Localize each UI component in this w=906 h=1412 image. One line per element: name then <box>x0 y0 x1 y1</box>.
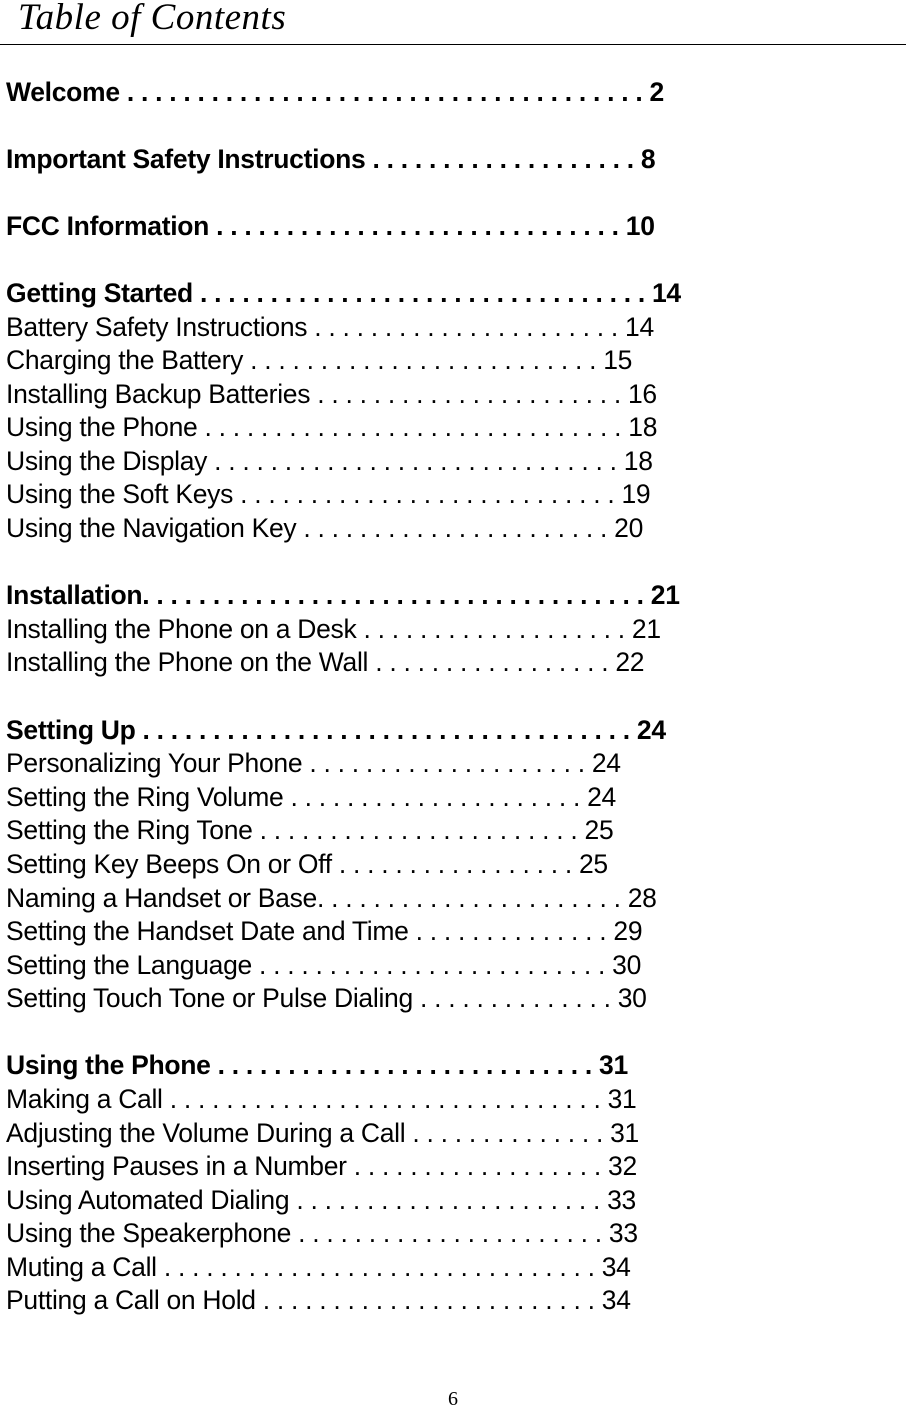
toc-entry-muting-a-call[interactable]: Muting a Call . . . . . . . . . . . . . . . . . . . . . . . . . . . . . . . 34 <box>6 1252 631 1282</box>
toc-entry-using-speakerphone[interactable]: Using the Speakerphone . . . . . . . . . . . . . . . . . . . . . . 33 <box>6 1218 638 1248</box>
toc-entry-making-a-call[interactable]: Making a Call . . . . . . . . . . . . . . . . . . . . . . . . . . . . . . . 31 <box>6 1084 637 1114</box>
toc-entry-fcc-information[interactable]: FCC Information . . . . . . . . . . . . . . . . . . . . . . . . . . . . . 10 <box>6 211 655 241</box>
toc-entry-inserting-pauses[interactable]: Inserting Pauses in a Number . . . . . . . . . . . . . . . . . . 32 <box>6 1151 637 1181</box>
toc-entry-setting-ring-tone[interactable]: Setting the Ring Tone . . . . . . . . . . . . . . . . . . . . . . . 25 <box>6 815 614 845</box>
toc-entry-setting-language[interactable]: Setting the Language . . . . . . . . . . . . . . . . . . . . . . . . . 30 <box>6 950 642 980</box>
toc-entry-important-safety-instructions[interactable]: Important Safety Instructions . . . . . . . . . . . . . . . . . . . 8 <box>6 144 656 174</box>
toc-entry-installing-backup-batteries[interactable]: Installing Backup Batteries . . . . . . . . . . . . . . . . . . . . . . 16 <box>6 379 657 409</box>
toc-entry-putting-call-on-hold[interactable]: Putting a Call on Hold . . . . . . . . . . . . . . . . . . . . . . . . 34 <box>6 1285 631 1315</box>
toc-entry-setting-up[interactable]: Setting Up . . . . . . . . . . . . . . . . . . . . . . . . . . . . . . . . . . . 24 <box>6 715 666 745</box>
toc-entry-setting-key-beeps[interactable]: Setting Key Beeps On or Off . . . . . . . . . . . . . . . . . 25 <box>6 849 608 879</box>
toc-entry-using-the-phone[interactable]: Using the Phone . . . . . . . . . . . . . . . . . . . . . . . . . . . 31 <box>6 1050 628 1080</box>
toc-entry-setting-touch-tone-pulse[interactable]: Setting Touch Tone or Pulse Dialing . . . . . . . . . . . . . . 30 <box>6 983 647 1013</box>
toc-entry-getting-started[interactable]: Getting Started . . . . . . . . . . . . . . . . . . . . . . . . . . . . . . . . 14 <box>6 278 681 308</box>
toc-entry-setting-ring-volume[interactable]: Setting the Ring Volume . . . . . . . . . . . . . . . . . . . . . 24 <box>6 782 616 812</box>
toc-entry-setting-handset-date-time[interactable]: Setting the Handset Date and Time . . . . . . . . . . . . . . 29 <box>6 916 643 946</box>
page-number: 6 <box>448 1388 458 1410</box>
toc-entry-installing-phone-on-desk[interactable]: Installing the Phone on a Desk . . . . . . . . . . . . . . . . . . . 21 <box>6 614 661 644</box>
toc-entry-using-the-soft-keys[interactable]: Using the Soft Keys . . . . . . . . . . . . . . . . . . . . . . . . . . . 19 <box>6 479 651 509</box>
toc-entry-using-automated-dialing[interactable]: Using Automated Dialing . . . . . . . . . . . . . . . . . . . . . . 33 <box>6 1185 636 1215</box>
page-header <box>0 0 906 45</box>
toc-entry-charging-the-battery[interactable]: Charging the Battery . . . . . . . . . . . . . . . . . . . . . . . . . 15 <box>6 345 633 375</box>
toc-entry-adjusting-volume[interactable]: Adjusting the Volume During a Call . . . . . . . . . . . . . . 31 <box>6 1118 639 1148</box>
toc-entry-using-the-display[interactable]: Using the Display . . . . . . . . . . . . . . . . . . . . . . . . . . . . . 18 <box>6 446 653 476</box>
toc-entry-welcome[interactable]: Welcome . . . . . . . . . . . . . . . . . . . . . . . . . . . . . . . . . . . . . 2 <box>6 77 664 107</box>
toc-entry-naming-handset-or-base[interactable]: Naming a Handset or Base. . . . . . . . . . . . . . . . . . . . . . 28 <box>6 883 657 913</box>
toc-entry-personalizing-your-phone[interactable]: Personalizing Your Phone . . . . . . . . . . . . . . . . . . . . 24 <box>6 748 621 778</box>
toc-entry-installing-phone-on-wall[interactable]: Installing the Phone on the Wall . . . . . . . . . . . . . . . . . 22 <box>6 647 645 677</box>
toc-entry-battery-safety-instructions[interactable]: Battery Safety Instructions . . . . . . . . . . . . . . . . . . . . . . 14 <box>6 312 654 342</box>
toc-entry-using-the-phone-intro[interactable]: Using the Phone . . . . . . . . . . . . . . . . . . . . . . . . . . . . . . 18 <box>6 412 658 442</box>
page-title: Table of Contents <box>18 0 287 38</box>
toc-entry-using-the-navigation-key[interactable]: Using the Navigation Key . . . . . . . . . . . . . . . . . . . . . . 20 <box>6 513 644 543</box>
toc-entry-installation[interactable]: Installation. . . . . . . . . . . . . . . . . . . . . . . . . . . . . . . . . . . . 21 <box>6 580 680 610</box>
